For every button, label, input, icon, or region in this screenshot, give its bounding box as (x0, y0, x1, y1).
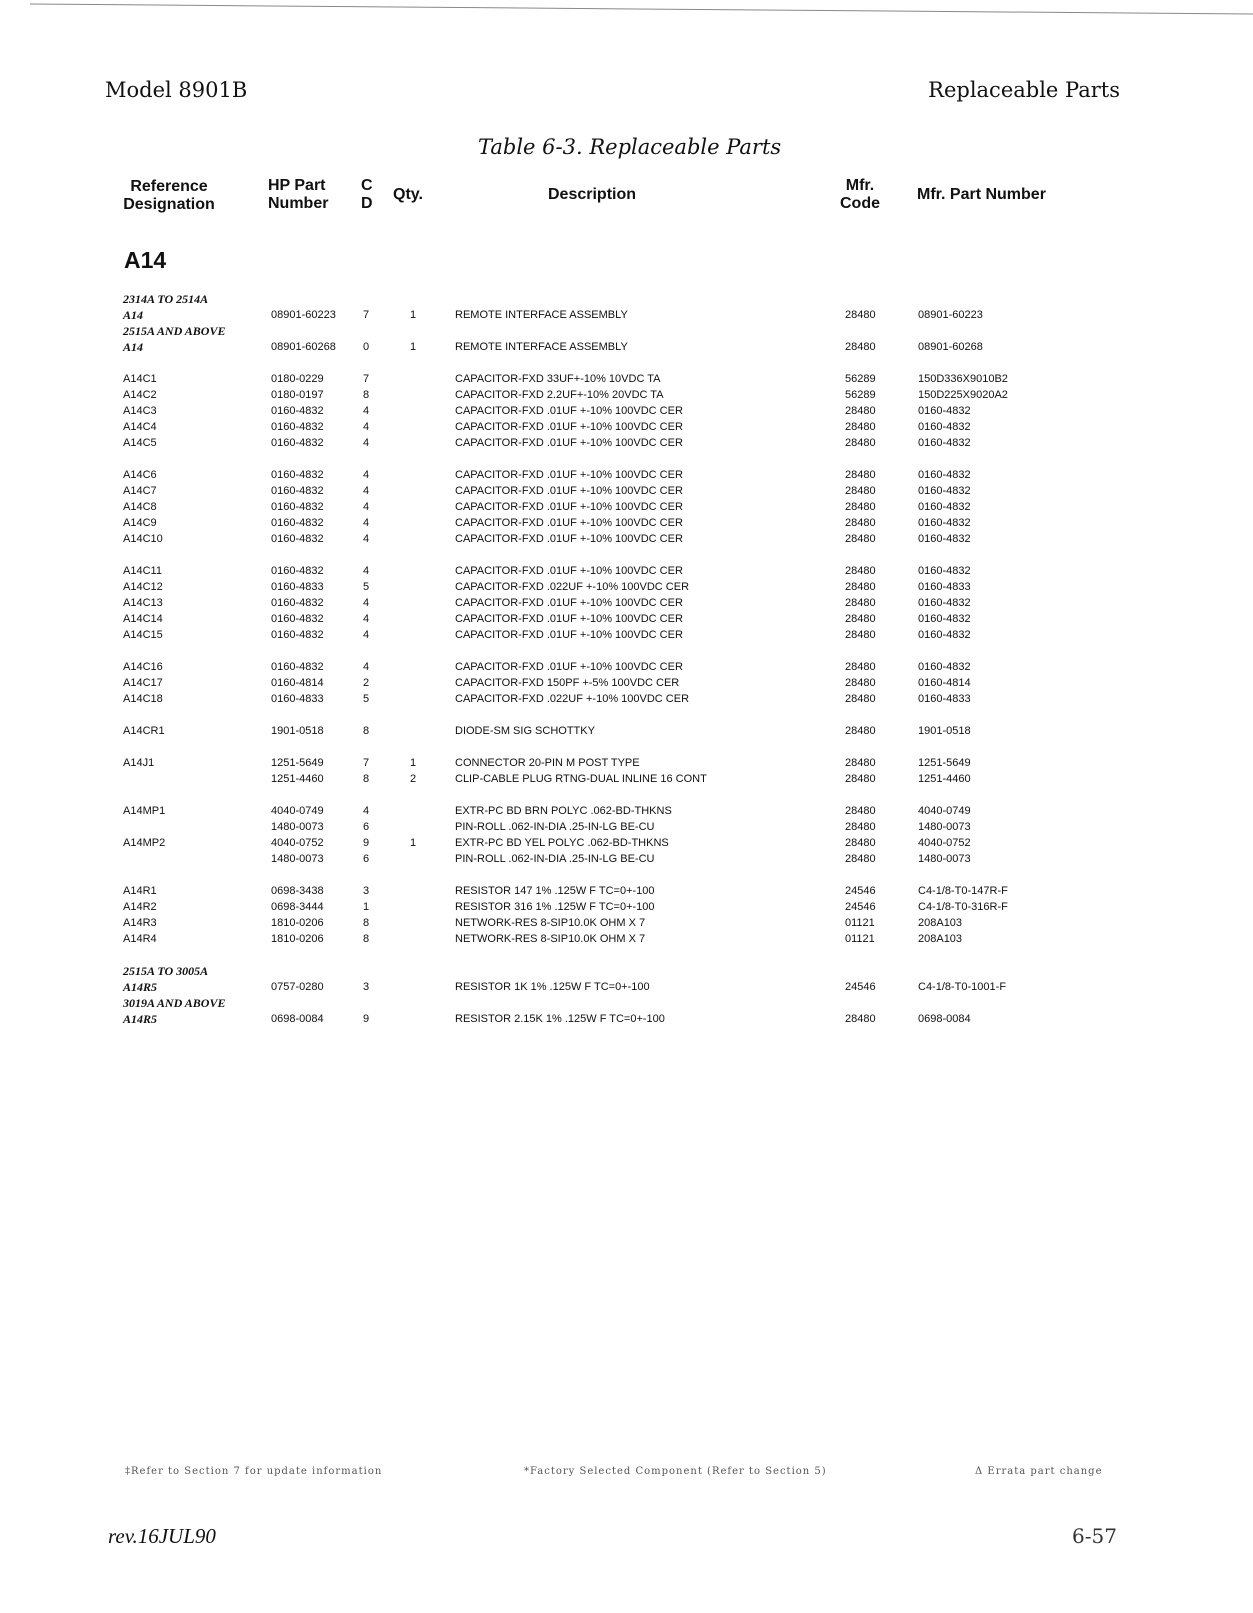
description: CAPACITOR-FXD .01UF +-10% 100VDC CER (455, 405, 683, 417)
hp-part-number: 1251-4460 (271, 773, 324, 785)
col-header-mfr-code: Mfr. Code (840, 177, 880, 212)
mfr-part-number: 0160-4832 (918, 437, 971, 449)
mfr-part-number: 0160-4832 (918, 597, 971, 609)
table-row (0, 884, 1253, 898)
mfr-part-number: 0160-4832 (918, 485, 971, 497)
mfr-code: 24546 (845, 981, 876, 993)
ref-designation: A14R1 (123, 885, 157, 897)
description: CAPACITOR-FXD .01UF +-10% 100VDC CER (455, 437, 683, 449)
description: CONNECTOR 20-PIN M POST TYPE (455, 757, 640, 769)
ref-designation: 2515A AND ABOVE (123, 324, 226, 338)
hp-part-number: 0160-4832 (271, 421, 324, 433)
mfr-part-number: C4-1/8-T0-316R-F (918, 901, 1008, 913)
quantity: 1 (410, 341, 417, 353)
check-digit: 4 (363, 437, 370, 449)
description: PIN-ROLL .062-IN-DIA .25-IN-LG BE-CU (455, 821, 655, 833)
col-header-reference: Reference Designation (123, 178, 215, 213)
mfr-code: 28480 (845, 517, 876, 529)
hp-part-number: 0160-4814 (271, 677, 324, 689)
hp-part-number: 4040-0749 (271, 805, 324, 817)
description: RESISTOR 1K 1% .125W F TC=0+-100 (455, 981, 650, 993)
hp-part-number: 1480-0073 (271, 821, 324, 833)
mfr-part-number: 150D336X9010B2 (918, 373, 1008, 385)
table-row (0, 996, 1253, 1010)
mfr-code: 24546 (845, 901, 876, 913)
mfr-part-number: 0160-4833 (918, 581, 971, 593)
mfr-code: 28480 (845, 437, 876, 449)
mfr-part-number: C4-1/8-T0-1001-F (918, 981, 1007, 993)
check-digit: 2 (363, 677, 370, 689)
check-digit: 4 (363, 805, 370, 817)
check-digit: 7 (363, 373, 370, 385)
table-row (0, 852, 1253, 866)
mfr-part-number: 1480-0073 (918, 821, 971, 833)
mfr-code: 28480 (845, 757, 876, 769)
mfr-part-number: 4040-0749 (918, 805, 971, 817)
check-digit: 5 (363, 581, 370, 593)
mfr-code: 28480 (845, 837, 876, 849)
table-row (0, 388, 1253, 402)
check-digit: 4 (363, 597, 370, 609)
ref-designation: A14R3 (123, 917, 157, 929)
mfr-part-number: 08901-60268 (918, 341, 983, 353)
mfr-code: 28480 (845, 853, 876, 865)
check-digit: 9 (363, 1013, 370, 1025)
description: CAPACITOR-FXD .01UF +-10% 100VDC CER (455, 597, 683, 609)
description: CAPACITOR-FXD .022UF +-10% 100VDC CER (455, 693, 690, 705)
check-digit: 6 (363, 821, 370, 833)
description: CAPACITOR-FXD 2.2UF+-10% 20VDC TA (455, 389, 664, 401)
description: CLIP-CABLE PLUG RTNG-DUAL INLINE 16 CONT (455, 773, 707, 785)
mfr-code: 28480 (845, 309, 876, 321)
ref-designation: A14C7 (123, 485, 157, 497)
mfr-part-number: 0160-4832 (918, 517, 971, 529)
mfr-code: 28480 (845, 501, 876, 513)
hp-part-number: 0160-4832 (271, 597, 324, 609)
check-digit: 4 (363, 661, 370, 673)
description: EXTR-PC BD YEL POLYC .062-BD-THKNS (455, 837, 669, 849)
description: REMOTE INTERFACE ASSEMBLY (455, 341, 628, 353)
model-header: Model 8901B (105, 78, 248, 102)
check-digit: 4 (363, 565, 370, 577)
check-digit: 8 (363, 725, 370, 737)
description: CAPACITOR-FXD .022UF +-10% 100VDC CER (455, 581, 690, 593)
check-digit: 9 (363, 837, 370, 849)
col-header-qty: Qty. (393, 186, 423, 203)
table-row (0, 772, 1253, 786)
table-row (0, 980, 1253, 994)
quantity: 1 (410, 757, 417, 769)
ref-designation: A14C16 (123, 661, 163, 673)
hp-part-number: 0757-0280 (271, 981, 324, 993)
mfr-part-number: 1901-0518 (918, 725, 971, 737)
table-row (0, 292, 1253, 306)
mfr-code: 28480 (845, 565, 876, 577)
description: CAPACITOR-FXD .01UF +-10% 100VDC CER (455, 565, 683, 577)
mfr-part-number: 0160-4832 (918, 629, 971, 641)
table-row (0, 436, 1253, 450)
ref-designation: A14MP2 (123, 837, 166, 849)
table-row (0, 404, 1253, 418)
description: CAPACITOR-FXD .01UF +-10% 100VDC CER (455, 421, 683, 433)
page-number: 6-57 (1072, 1524, 1117, 1548)
check-digit: 4 (363, 405, 370, 417)
ref-designation: 2314A TO 2514A (123, 292, 209, 306)
description: EXTR-PC BD BRN POLYC .062-BD-THKNS (455, 805, 672, 817)
mfr-code: 28480 (845, 693, 876, 705)
ref-designation: 3019A AND ABOVE (123, 996, 226, 1010)
table-row (0, 932, 1253, 946)
mfr-code: 28480 (845, 661, 876, 673)
description: DIODE-SM SIG SCHOTTKY (455, 725, 595, 737)
table-row (0, 900, 1253, 914)
table-row (0, 676, 1253, 690)
check-digit: 4 (363, 517, 370, 529)
check-digit: 8 (363, 917, 370, 929)
description: PIN-ROLL .062-IN-DIA .25-IN-LG BE-CU (455, 853, 655, 865)
ref-designation: A14J1 (123, 757, 155, 769)
mfr-code: 01121 (845, 933, 875, 945)
table-row (0, 596, 1253, 610)
mfr-code: 28480 (845, 405, 876, 417)
hp-part-number: 4040-0752 (271, 837, 324, 849)
hp-part-number: 0160-4833 (271, 693, 324, 705)
check-digit: 7 (363, 757, 370, 769)
ref-designation: A14C15 (123, 629, 163, 641)
description: RESISTOR 316 1% .125W F TC=0+-100 (455, 901, 655, 913)
check-digit: 8 (363, 933, 370, 945)
table-row (0, 660, 1253, 674)
col-header-description: Description (548, 186, 637, 203)
ref-designation: A14C2 (123, 389, 157, 401)
check-digit: 3 (363, 885, 370, 897)
description: CAPACITOR-FXD 150PF +-5% 100VDC CER (455, 677, 680, 689)
mfr-code: 28480 (845, 581, 876, 593)
description: CAPACITOR-FXD .01UF +-10% 100VDC CER (455, 517, 683, 529)
description: CAPACITOR-FXD .01UF +-10% 100VDC CER (455, 533, 683, 545)
ref-designation: A14C3 (123, 405, 157, 417)
check-digit: 4 (363, 501, 370, 513)
hp-part-number: 0698-3444 (271, 901, 324, 913)
table-row (0, 500, 1253, 514)
description: NETWORK-RES 8-SIP10.0K OHM X 7 (455, 933, 646, 945)
ref-designation: A14 (123, 340, 144, 354)
check-digit: 6 (363, 853, 370, 865)
mfr-part-number: 4040-0752 (918, 837, 971, 849)
section-label: A14 (124, 247, 167, 273)
table-row (0, 308, 1253, 322)
table-row (0, 484, 1253, 498)
hp-part-number: 0160-4832 (271, 661, 324, 673)
ref-designation: A14C18 (123, 693, 163, 705)
mfr-code: 28480 (845, 1013, 876, 1025)
table-row (0, 628, 1253, 642)
quantity: 1 (410, 309, 417, 321)
mfr-code: 28480 (845, 341, 876, 353)
ref-designation: A14R2 (123, 901, 157, 913)
mfr-code: 28480 (845, 485, 876, 497)
mfr-part-number: 208A103 (918, 933, 963, 945)
mfr-code: 28480 (845, 421, 876, 433)
mfr-part-number: 208A103 (918, 917, 963, 929)
footer-note-update: ‡Refer to Section 7 for update information (125, 1466, 383, 1477)
mfr-code: 28480 (845, 469, 876, 481)
description: CAPACITOR-FXD .01UF +-10% 100VDC CER (455, 613, 683, 625)
hp-part-number: 0160-4832 (271, 613, 324, 625)
description: CAPACITOR-FXD .01UF +-10% 100VDC CER (455, 469, 683, 481)
mfr-part-number: 0160-4832 (918, 613, 971, 625)
table-row (0, 372, 1253, 386)
mfr-part-number: 1251-4460 (918, 773, 971, 785)
mfr-code: 28480 (845, 613, 876, 625)
mfr-part-number: 0160-4814 (918, 677, 971, 689)
mfr-code: 28480 (845, 821, 876, 833)
mfr-code: 56289 (845, 373, 876, 385)
hp-part-number: 0160-4832 (271, 565, 324, 577)
mfr-part-number: 0160-4832 (918, 501, 971, 513)
ref-designation: A14CR1 (123, 725, 165, 737)
ref-designation: A14C13 (123, 597, 163, 609)
hp-part-number: 1810-0206 (271, 917, 324, 929)
ref-designation: A14C4 (123, 421, 157, 433)
mfr-code: 28480 (845, 597, 876, 609)
ref-designation: A14C1 (123, 373, 157, 385)
description: CAPACITOR-FXD .01UF +-10% 100VDC CER (455, 629, 683, 641)
table-title: Table 6-3. Replaceable Parts (478, 135, 782, 159)
mfr-part-number: 08901-60223 (918, 309, 983, 321)
mfr-part-number: 0160-4832 (918, 533, 971, 545)
footer-note-errata: Δ Errata part change (975, 1466, 1103, 1477)
mfr-part-number: 0160-4832 (918, 565, 971, 577)
ref-designation: A14C5 (123, 437, 157, 449)
hp-part-number: 1251-5649 (271, 757, 324, 769)
table-row (0, 756, 1253, 770)
mfr-part-number: 1251-5649 (918, 757, 971, 769)
check-digit: 8 (363, 389, 370, 401)
check-digit: 4 (363, 629, 370, 641)
table-row (0, 516, 1253, 530)
check-digit: 0 (363, 341, 370, 353)
mfr-part-number: 0160-4832 (918, 661, 971, 673)
ref-designation: A14C9 (123, 517, 157, 529)
section-header: Replaceable Parts (928, 78, 1120, 102)
hp-part-number: 0160-4832 (271, 629, 324, 641)
quantity: 1 (410, 837, 417, 849)
ref-designation: A14C11 (123, 565, 162, 577)
mfr-code: 24546 (845, 885, 876, 897)
check-digit: 3 (363, 981, 370, 993)
table-row (0, 692, 1253, 706)
hp-part-number: 1480-0073 (271, 853, 324, 865)
mfr-part-number: 150D225X9020A2 (918, 389, 1008, 401)
mfr-part-number: 0160-4832 (918, 469, 971, 481)
ref-designation: A14C14 (123, 613, 163, 625)
hp-part-number: 0180-0229 (271, 373, 324, 385)
col-header-mfr-part-number: Mfr. Part Number (917, 186, 1046, 203)
table-row (0, 804, 1253, 818)
table-row (0, 340, 1253, 354)
table-row (0, 532, 1253, 546)
mfr-code: 28480 (845, 773, 876, 785)
check-digit: 4 (363, 421, 370, 433)
hp-part-number: 0698-3438 (271, 885, 324, 897)
hp-part-number: 0160-4832 (271, 437, 324, 449)
hp-part-number: 08901-60223 (271, 309, 336, 321)
check-digit: 4 (363, 533, 370, 545)
ref-designation: A14C6 (123, 469, 157, 481)
top-rule (0, 0, 1253, 20)
table-row (0, 324, 1253, 338)
hp-part-number: 1810-0206 (271, 933, 324, 945)
hp-part-number: 0160-4832 (271, 469, 324, 481)
check-digit: 4 (363, 485, 370, 497)
revision-date: rev.16JUL90 (108, 1524, 216, 1548)
table-row (0, 468, 1253, 482)
ref-designation: A14C17 (123, 677, 163, 689)
description: NETWORK-RES 8-SIP10.0K OHM X 7 (455, 917, 646, 929)
mfr-code: 28480 (845, 805, 876, 817)
hp-part-number: 0160-4832 (271, 405, 324, 417)
mfr-part-number: 1480-0073 (918, 853, 971, 865)
table-row (0, 612, 1253, 626)
mfr-code: 28480 (845, 629, 876, 641)
table-row (0, 1012, 1253, 1026)
ref-designation: A14C10 (123, 533, 163, 545)
check-digit: 4 (363, 613, 370, 625)
mfr-code: 01121 (845, 917, 875, 929)
ref-designation: A14R4 (123, 933, 157, 945)
mfr-part-number: 0160-4832 (918, 405, 971, 417)
check-digit: 7 (363, 309, 370, 321)
hp-part-number: 0698-0084 (271, 1013, 324, 1025)
hp-part-number: 0180-0197 (271, 389, 324, 401)
description: RESISTOR 2.15K 1% .125W F TC=0+-100 (455, 1013, 665, 1025)
hp-part-number: 0160-4832 (271, 485, 324, 497)
ref-designation: A14R5 (123, 980, 158, 994)
col-header-part-number: HP Part Number (268, 177, 329, 212)
check-digit: 4 (363, 469, 370, 481)
ref-designation: A14R5 (123, 1012, 158, 1026)
mfr-code: 28480 (845, 725, 876, 737)
check-digit: 1 (363, 901, 370, 913)
table-row (0, 964, 1253, 978)
hp-part-number: 0160-4832 (271, 501, 324, 513)
description: CAPACITOR-FXD .01UF +-10% 100VDC CER (455, 485, 683, 497)
quantity: 2 (410, 773, 417, 785)
mfr-code: 28480 (845, 533, 876, 545)
hp-part-number: 0160-4832 (271, 517, 324, 529)
ref-designation: 2515A TO 3005A (123, 964, 209, 978)
col-header-cd: C D (361, 177, 373, 212)
description: CAPACITOR-FXD .01UF +-10% 100VDC CER (455, 501, 683, 513)
check-digit: 5 (363, 693, 370, 705)
table-row (0, 420, 1253, 434)
mfr-part-number: 0698-0084 (918, 1013, 971, 1025)
hp-part-number: 0160-4833 (271, 581, 324, 593)
table-row (0, 564, 1253, 578)
table-row (0, 820, 1253, 834)
ref-designation: A14C12 (123, 581, 163, 593)
footer-note-factory-selected: *Factory Selected Component (Refer to Section 5) (524, 1466, 827, 1477)
table-row (0, 724, 1253, 738)
mfr-part-number: 0160-4833 (918, 693, 971, 705)
mfr-part-number: 0160-4832 (918, 421, 971, 433)
hp-part-number: 08901-60268 (271, 341, 336, 353)
ref-designation: A14MP1 (123, 805, 166, 817)
table-row (0, 580, 1253, 594)
description: CAPACITOR-FXD 33UF+-10% 10VDC TA (455, 373, 661, 385)
table-row (0, 916, 1253, 930)
mfr-code: 56289 (845, 389, 876, 401)
description: RESISTOR 147 1% .125W F TC=0+-100 (455, 885, 655, 897)
mfr-code: 28480 (845, 677, 876, 689)
check-digit: 8 (363, 773, 370, 785)
description: REMOTE INTERFACE ASSEMBLY (455, 309, 628, 321)
hp-part-number: 1901-0518 (271, 725, 324, 737)
mfr-part-number: C4-1/8-T0-147R-F (918, 885, 1008, 897)
ref-designation: A14 (123, 308, 144, 322)
hp-part-number: 0160-4832 (271, 533, 324, 545)
ref-designation: A14C8 (123, 501, 157, 513)
description: CAPACITOR-FXD .01UF +-10% 100VDC CER (455, 661, 683, 673)
table-row (0, 836, 1253, 850)
